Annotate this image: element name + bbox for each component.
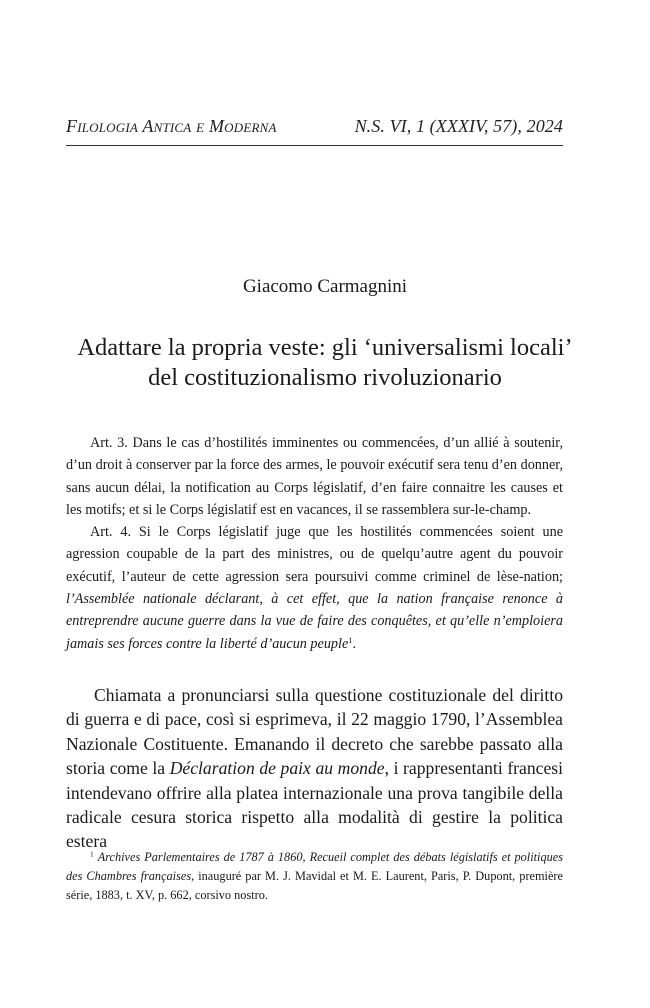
footnote — [66, 848, 563, 905]
quote-art-3: Art. 3. Dans le cas d’hostilités imminentes ou commencées, d’un allié à soutenir, d’un droit à conserver par la force des armes, le pouvoir exécutif sera tenu d’en donner, sans aucun délai, la notification au Corps législatif, d’en faire connaitre les causes et les motifs; et si le Corps législatif est en vacances, il se rassemblera sur-le-champ. — [66, 435, 563, 518]
body-text — [66, 683, 563, 854]
footnote-italic: Archives Parlementaires de 1787 à 1860, Recueil complet des débats législatifs et politiques des Chambres françaises, — [66, 850, 564, 883]
author-name: Giacomo Carmagnini — [242, 276, 408, 297]
body-text-2: , i rappresentanti francesi intendevano offrire alla platea internazionale una prova tangibile della radicale cesura storica rispetto alla modalità di gestire la politica estera — [66, 758, 563, 852]
quote-end: . — [352, 635, 357, 652]
quote-art-4 — [66, 521, 563, 655]
issue-info: N.S. VI, 1 (XXXIV, 57), 2024 — [354, 116, 563, 136]
body-italic-title: Déclaration de paix au monde — [169, 758, 385, 779]
quote-art-4-italic: l’Assemblée nationale déclarant, à cet effet, que la nation française renonce à entreprendre aucune guerre dans la vue de faire des conquêtes, et qu’elle n’emploiera jamais ses forces contre la liberté d’aucun peuple — [66, 591, 563, 652]
body-text-1: Chiamata a pronunciarsi sulla questione costituzionale del diritto di guerra e di pace, così si esprimeva, il 22 maggio 1790, l’Assemblea Nazionale Costituente. Emanando il decreto che sarebbe passato alla storia come la — [66, 685, 563, 779]
body-paragraph — [66, 683, 563, 854]
footnote-reference[interactable]: 1 — [348, 634, 353, 645]
quote-art-4-text: Art. 4. Si le Corps législatif juge que les hostilités commencées soient une agression coupable de la part des ministres, ou de quelqu’autre agent du pouvoir exécutif, l’auteur de cette agression sera poursuivi comme criminel de lèse-nation; — [66, 524, 563, 585]
footnote-number: 1 — [90, 849, 94, 859]
running-header — [66, 116, 563, 137]
title-line-2: del costituzionalismo rivoluzionario — [148, 364, 502, 391]
article-title — [40, 333, 610, 393]
title-line-1: Adattare la propria veste: gli ‘universalismi locali’ — [77, 334, 573, 361]
footnote-1 — [66, 848, 563, 905]
footnote-text: inauguré par M. J. Mavidal et M. E. Laurent, Paris, P. Dupont, première série, 1883, t. XV, p. 662, corsivo nostro. — [66, 869, 563, 902]
journal-name: Filologia Antica e Moderna — [66, 116, 277, 136]
epigraph-quote — [66, 432, 563, 655]
header-rule — [66, 145, 563, 146]
